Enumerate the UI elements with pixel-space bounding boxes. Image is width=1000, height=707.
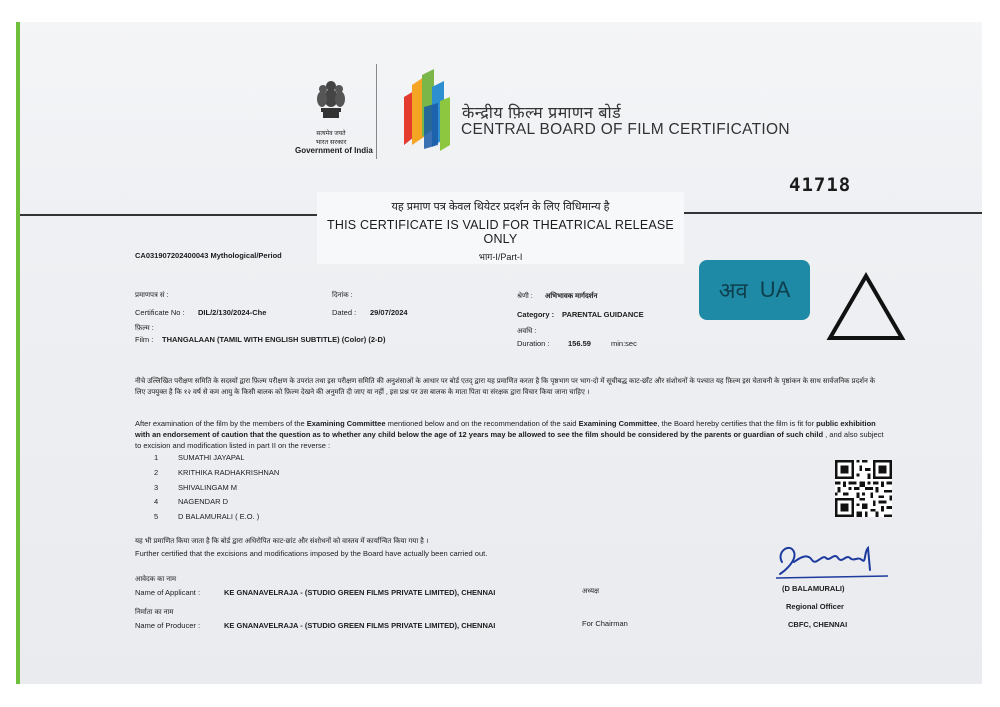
gov-english: Government of India <box>295 146 373 155</box>
category-value: PARENTAL GUIDANCE <box>562 310 644 319</box>
ashoka-emblem-icon <box>305 72 357 124</box>
body-english-part7: , and also subject to excision and modification listed in part II on the reverse : <box>135 430 884 450</box>
certificate-sheet <box>20 22 982 684</box>
validity-english: THIS CERTIFICATE IS VALID FOR THEATRICAL RELEASE ONLY <box>327 218 674 246</box>
producer-hindi-label: निर्माता का नाम <box>135 609 174 616</box>
rating-badge-hindi: अव <box>718 278 748 303</box>
certificate-number: 41718 <box>789 174 852 196</box>
emblem-motto: सत्यमेव जयते <box>316 131 346 137</box>
body-english-part3: mentioned below and on the recommendation of the said <box>385 419 579 428</box>
validity-box <box>317 192 684 264</box>
producer-label: Name of Producer : <box>135 621 201 630</box>
category-hindi-value: अभिभावक मार्गदर्शन <box>545 293 598 300</box>
triangle-symbol-icon <box>826 272 906 342</box>
member-name: NAGENDAR D <box>178 497 229 506</box>
further-english: Further certified that the excisions and modifications imposed by the Board have actually been carried out. <box>135 549 488 558</box>
producer-value: KE GNANAVELRAJA - (STUDIO GREEN FILMS PRIVATE LIMITED), CHENNAI <box>224 621 496 630</box>
member-no: 3 <box>154 483 159 492</box>
applicant-label: Name of Applicant : <box>135 588 201 597</box>
rating-badge-english: UA <box>759 277 791 302</box>
board-name-hindi: केन्द्रीय फ़िल्म प्रमाणन बोर्ड <box>462 105 622 122</box>
signatory-designation: Regional Officer <box>786 602 844 611</box>
body-english-committee1: Examining Committee <box>306 419 386 428</box>
member-name: SHIVALINGAM M <box>178 483 238 492</box>
duration-hindi: अवधि : <box>517 328 537 335</box>
signatory-office: CBFC, CHENNAI <box>788 620 848 629</box>
member-name: KRITHIKA RADHAKRISHNAN <box>178 468 280 477</box>
cert-no-label: Certificate No : <box>135 308 185 317</box>
duration-value: 156.59 <box>568 339 591 348</box>
board-name-english: CENTRAL BOARD OF FILM CERTIFICATION <box>461 121 790 138</box>
body-english-part1: After examination of the film by the members of the <box>135 419 307 428</box>
dated-value: 29/07/2024 <box>370 308 408 317</box>
applicant-hindi-label: आवेदक का नाम <box>135 576 177 583</box>
member-no: 5 <box>154 512 159 521</box>
validity-part: भाग-I/Part-I <box>478 252 523 262</box>
header-rule-left <box>20 214 317 216</box>
duration-label: Duration : <box>517 339 550 348</box>
gov-hindi: भारत सरकार <box>315 139 347 146</box>
body-hindi: नीचे उल्लिखित परीक्षण समिति के सदस्यों द्वारा फ़िल्म परीक्षण के उपरांत तथा इस परीक्षण समिति की अनुशंसाओं के आधार पर बोर्ड एतद् द्वारा यह प्रमाणित करता है कि पृष्ठभाग पर भाग-दो में सूचीबद्ध काट-छाँट और संशोधनों के पश्चात यह फ़िल्म इस चेतावनी के पृष्ठांकन के साथ सार्वजनिक प्रदर्शन के लिए उपयुक्त है कि १२ वर्ष से कम आयु के किसी बालक को फ़िल्म देखने की अनुमति दी जाए या नहीं , इस प्रश्न पर उस बालक के माता पिता या संरक्षक द्वारा विचार किया जाना चाहिए । <box>135 378 876 396</box>
member-name: D BALAMURALI ( E.O. ) <box>178 512 260 521</box>
dated-hindi: दिनांक : <box>332 292 353 299</box>
member-no: 2 <box>154 468 159 477</box>
body-english <box>135 418 885 451</box>
header-rule-right <box>684 212 982 214</box>
film-hindi: फ़िल्म : <box>135 325 154 332</box>
header-divider <box>376 64 377 159</box>
national-emblem <box>295 72 373 155</box>
cert-no-hindi: प्रमाणपत्र सं : <box>135 292 169 299</box>
category-label: Category : <box>517 310 555 319</box>
body-english-part5: , the Board hereby certifies that the film is fit for <box>657 419 817 428</box>
further-hindi: यह भी प्रमाणित किया जाता है कि बोर्ड द्वारा अधिरोपित काट-छांट और संशोधनों को वास्तव में कार्यान्वित किया गया है । <box>135 538 429 545</box>
cbfc-logo <box>400 67 455 157</box>
body-english-committee2: Examining Committee <box>578 419 658 428</box>
reference-code: CA031907202400043 Mythological/Period <box>135 251 282 260</box>
signatory-name: (D BALAMURALI) <box>782 584 845 593</box>
member-name: SUMATHI JAYAPAL <box>178 453 245 462</box>
duration-unit: min:sec <box>611 339 637 348</box>
film-value: THANGALAAN (TAMIL WITH ENGLISH SUBTITLE) (Color) (2-D) <box>162 335 386 344</box>
validity-hindi: यह प्रमाण पत्र केवल थियेटर प्रदर्शन के लिए विधिमान्य है <box>391 201 610 213</box>
cert-no-value: DIL/2/130/2024-Che <box>198 308 267 317</box>
member-no: 1 <box>154 453 159 462</box>
dated-label: Dated : <box>332 308 357 317</box>
qr-code-icon <box>835 460 892 517</box>
cbfc-logo-icon <box>400 67 455 157</box>
rating-badge <box>699 260 810 320</box>
member-no: 4 <box>154 497 159 506</box>
chairman-hindi: अध्यक्ष <box>582 588 600 595</box>
for-chairman: For Chairman <box>582 619 628 628</box>
film-label: Film : <box>135 335 154 344</box>
category-hindi-label: श्रेणी : <box>517 293 533 300</box>
body-english-caution: public exhibition with an endorsement of caution that the question as to whether any child below the age of 12 years may be allowed to see the film should be considered by the parents or guardian of such child <box>135 419 876 439</box>
signature-icon <box>772 534 892 586</box>
applicant-value: KE GNANAVELRAJA - (STUDIO GREEN FILMS PRIVATE LIMITED), CHENNAI <box>224 588 496 597</box>
